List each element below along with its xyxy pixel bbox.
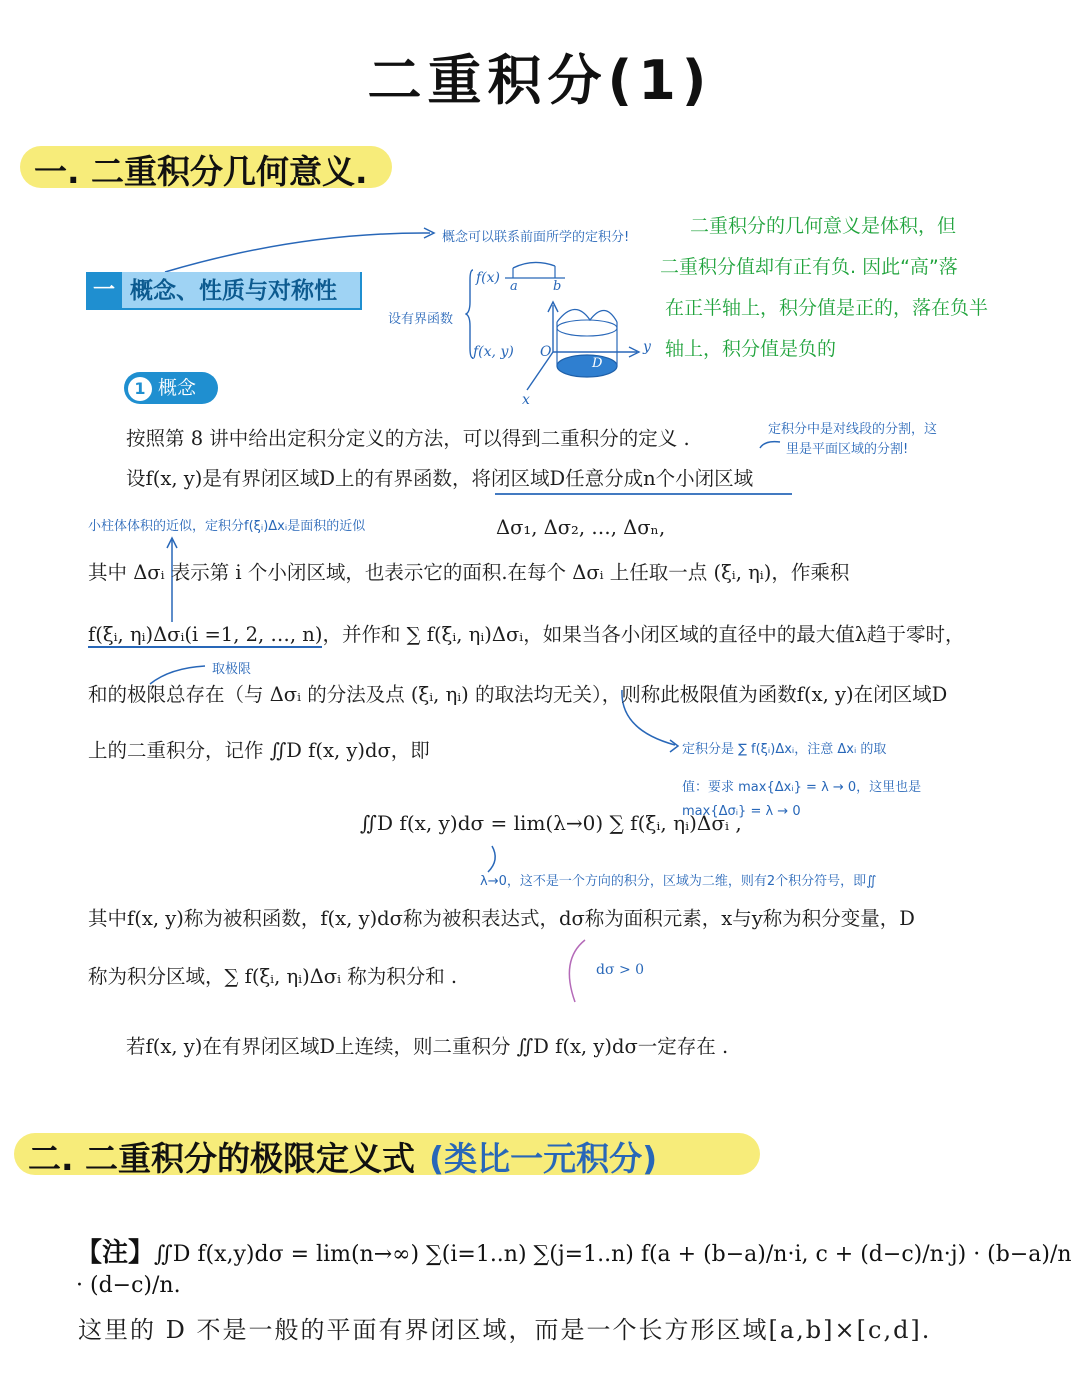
- concept-pill-label: 概念: [158, 377, 197, 399]
- section2-heading-note: (类比一元积分): [429, 1139, 658, 1178]
- para-2-start: 设f(x, y)是有界闭区域D上的有界函数，: [126, 467, 472, 490]
- para-1: 按照第 8 讲中给出定积分定义的方法，可以得到二重积分的定义 .: [126, 427, 690, 450]
- arrow-partition-note: [760, 442, 780, 448]
- diagram-brace: [466, 270, 473, 358]
- limit-formula: ∬D f(x,y)dσ = lim(n→∞) ∑(i=1..n) ∑(j=1..n) f(a + (b−a)/n·i, c + (d−c)/n·j) · (b−a)/n · (d−c)/n.: [76, 1242, 1072, 1298]
- diagram-a: a: [510, 279, 518, 294]
- section2-heading: [28, 1133, 657, 1180]
- arrow-head-definite-note: [670, 740, 678, 752]
- last-line: 这里的 D 不是一般的平面有界闭区域，而是一个长方形区域[a,b]×[c,d].: [78, 1316, 932, 1344]
- banner-number: 一: [86, 272, 122, 310]
- arrow-lambda-note: [488, 846, 495, 872]
- region-D: [557, 355, 617, 377]
- annotation-partition-2: 里是平面区域的分割!: [786, 442, 909, 457]
- para-7: 其中f(x, y)称为被积函数，f(x, y)dσ称为被积表达式，dσ称为面积元素，x与y称为积分变量，D: [88, 907, 915, 930]
- green-note-line-2: 二重积分值却有正有负. 因此“高”落: [660, 256, 958, 278]
- main-formula: ∬D f(x, y)dσ = lim(λ→0) ∑ f(ξᵢ, ηᵢ)Δσᵢ ,: [360, 811, 742, 835]
- diagram-fx: f(x): [476, 270, 501, 286]
- arrow-to-concept-note: [165, 233, 430, 272]
- diagram-origin: O: [540, 344, 552, 360]
- fx-curve: [513, 262, 555, 268]
- annotation-definite-2: 值：要求 max{Δxᵢ} = λ → 0，这里也是: [682, 780, 922, 795]
- annotation-dsigma: dσ > 0: [596, 962, 645, 978]
- page-title: 二重积分(1): [367, 49, 713, 112]
- para-9: 若f(x, y)在有界闭区域D上连续，则二重积分 ∬D f(x, y)dσ一定存在 .: [126, 1035, 729, 1058]
- diagram-fxy: f(x, y): [473, 344, 514, 360]
- banner-label: 概念、性质与对称性: [122, 272, 362, 310]
- green-note-line-3: 在正半轴上，积分值是正的，落在负半: [665, 297, 989, 319]
- green-note-line-4: 轴上，积分值是负的: [665, 338, 837, 360]
- concept-pill: [124, 372, 218, 404]
- green-note: [660, 206, 1030, 370]
- diagram-x: x: [522, 392, 530, 408]
- para-2: [126, 466, 753, 491]
- diagram-D: D: [592, 356, 603, 371]
- para-6: 上的二重积分，记作 ∬D f(x, y)dσ，即: [88, 739, 430, 762]
- annotation-partition-1: 定积分中是对线段的分割，这: [768, 422, 938, 437]
- para-4: [88, 622, 965, 647]
- para-4-underlined: f(ξᵢ, ηᵢ)Δσᵢ(i =1, 2, …, n): [88, 623, 323, 646]
- partition-list: Δσ₁, Δσ₂, …, Δσₙ,: [496, 516, 666, 539]
- concept-pill-number: 1: [128, 377, 152, 401]
- annotation-definite-1: 定积分是 ∑ f(ξᵢ)Δxᵢ，注意 Δxᵢ 的取: [682, 742, 887, 757]
- diagram-b: b: [553, 279, 562, 294]
- para-4-rest: ，并作和 ∑ f(ξᵢ, ηᵢ)Δσᵢ，如果当各小闭区域的直径中的最大值λ趋于零时，: [322, 623, 965, 646]
- para-2-underlined: 将闭区域D任意分成n个小闭区域: [471, 467, 754, 490]
- green-note-line-1: 二重积分的几何意义是体积，但: [690, 215, 957, 237]
- diagram-left-label: 设有界函数: [388, 312, 454, 327]
- diagram-y: y: [643, 339, 651, 355]
- annotation-limit: 取极限: [212, 662, 252, 677]
- para-8: 称为积分区域，∑ f(ξᵢ, ηᵢ)Δσᵢ 称为积分和 .: [88, 965, 458, 988]
- section2-heading-text: 二. 二重积分的极限定义式: [28, 1139, 416, 1178]
- annotation-top: 概念可以联系前面所学的定积分!: [442, 230, 630, 245]
- annotation-volume: 小柱体体积的近似，定积分f(ξᵢ)Δxᵢ是面积的近似: [88, 519, 366, 534]
- para-3: 其中 Δσᵢ 表示第 i 个小闭区域，也表示它的面积.在每个 Δσᵢ 上任取一点 (ξᵢ, ηᵢ)，作乘积: [88, 561, 850, 584]
- annotation-definite-3: max{Δσᵢ} = λ → 0: [682, 804, 801, 819]
- section2-formula-row: [76, 1232, 1080, 1299]
- note-label: 【注】: [76, 1238, 155, 1268]
- para-5: 和的极限总存在（与 Δσᵢ 的分法及点 (ξᵢ, ηᵢ) 的取法均无关），则称此极限值为函数f(x, y)在闭区域D: [88, 683, 948, 706]
- annotation-lambda: λ→0，这不是一个方向的积分，区域为二维，则有2个积分符号，即∬: [480, 874, 877, 889]
- arrow-dsigma-note: [569, 940, 585, 1002]
- section1-heading: 一. 二重积分几何意义.: [34, 152, 368, 191]
